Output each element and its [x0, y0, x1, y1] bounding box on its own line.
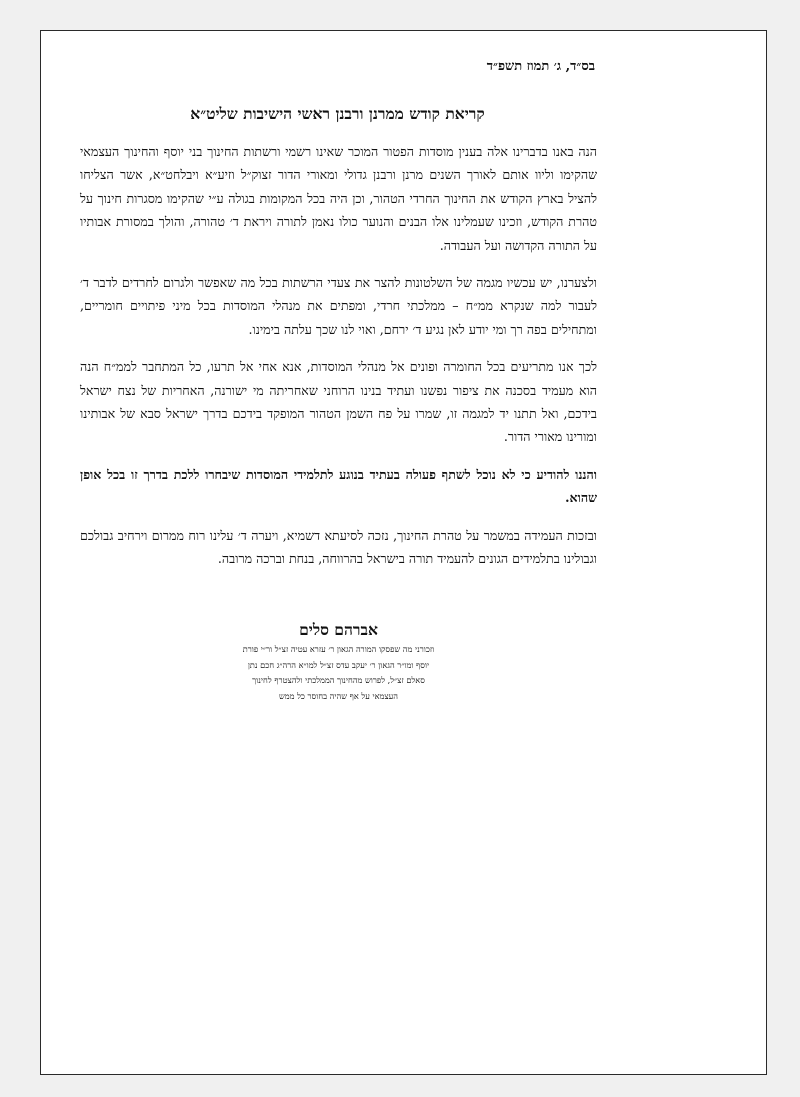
paragraph-notice: והננו להודיע כי לא נוכל לשתף פעולה בעתיד בנוגע לתלמידי המוסדות שיבחרו ללכת בדרך זו בכל אופן שהוא.: [80, 466, 597, 506]
signature-note-line: סאלם זצ״ל, לפרוש מהחינוך הממלכתי ולהצטרף לחינוך: [252, 675, 425, 685]
paragraph-blessing: ובזכות העמידה במשמר על טהרת החינוך, נזכה לסיעתא דשמיא, ויערה ד׳ עלינו רוח ממרום וירחיב גבולכם וגבולינו בתלמידים הגונים להעמיד תורה בישראל בהרווחה, בנחת וברכה מרובה.: [80, 527, 597, 567]
paragraph-warning: לכך אנו מתריעים בכל החומרה ופונים אל מנהלי המוסדות, אנא אחי אל תרעו, כל המתחבר לממ״ח הנה הוא מעמיד בסכנה את ציפור נפשנו ועתיד בנינו הרוחני שאחריתה מי ישורנה, האחריות של נצח ישראל בידכם, ואל תתנו יד למגמה זו, שמרו על פח השמן הטהור המופקד בידכם בדרך ישראל סבא של אבותינו ומורינו מאורי הדור.: [80, 359, 597, 445]
paragraph-concern: ולצערנו, יש עכשיו מגמה של השלטונות להצר את צעדי הרשתות בכל מה שאפשר ולגרום לחרדים לדבר ד׳ לעבור למה שנקרא ממ״ח – ממלכתי חרדי, ומפתים את מנהלי המוסדות בכל מיני פיתויים חומריים, ומתחילים בפה רך ומי יודע לאן נגיע ד׳ ירחם, ואוי לנו שכך עלתה בימינו.: [80, 275, 597, 337]
paragraph-intro: הנה באנו בדברינו אלה בענין מוסדות הפטור המוכר שאינו רשמי ורשתות החינוך בני יוסף והחינוך העצמאי שהקימו וליוו אותם לאורך השנים מרנן ורבנן גדולי ומאורי הדור זצוק״ל וזיע״א ויבלחט״א, אשר הצליחו להציל בארץ הקודש את החינוך החרדי הטהור, וכן היה בכל המקומות בגולה ע״י שהקימו מסגרות חינוך על טהרת הקודש, וזכינו שעמלינו אלו הבנים והנוער כולו נאמן לתורה ויראת ד׳ טהורה, והולך במסורת אבותיו על התורה הקדושה ועל העבודה.: [80, 144, 597, 253]
signature-note-line: וזכורני מה שפסקו המורה הגאון ר׳ עזרא עטיה זצ״ל ור״י פורת: [242, 644, 435, 654]
letter-title: קריאת קודש ממרנן ורבנן ראשי הישיבות שליט״א: [190, 104, 485, 123]
signature-name: אברהם סלים: [299, 620, 378, 639]
signature-note-line: העצמאי על אף שהיה בחוסר כל ממש: [278, 690, 399, 701]
date-line: בס״ד, ג׳ תמוז תשפ״ד: [486, 59, 595, 74]
letter-body: [80, 140, 597, 585]
signature-note-line: יוסף ומו״ר הגאון ר׳ יעקב עדס זצ״ל למו״א הרה״ג חכם נתן: [247, 659, 430, 670]
signature-block: [80, 620, 597, 704]
